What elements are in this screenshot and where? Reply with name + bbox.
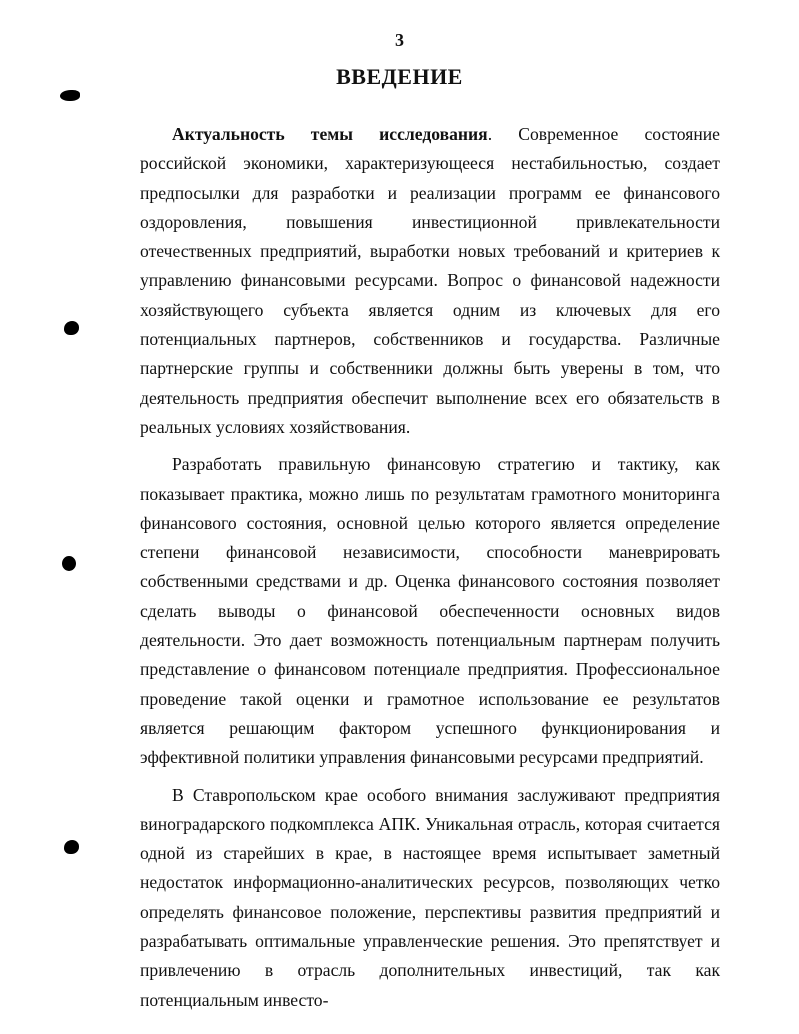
binder-hole-mark (64, 321, 79, 335)
binder-hole-mark (64, 840, 79, 854)
body-text (140, 120, 720, 1023)
paragraph-strategy: Разработать правильную финансовую стратегию и тактику, как показывает практика, можно лишь по результатам грамотного мониторинга финансового состояния, основной целью которого является определение степени финансовой независимости, способности маневрировать собственными средствами и др. Оценка финансового состояния позволяет сделать выводы о финансовой обеспеченности основных видов деятельности. Это дает возможность потенциальным партнерам получить представление о финансовом потенциале предприятия. Профессиональное проведение такой оценки и грамотное использование ее результатов является решающим фактором успешного функционирования и эффективной политики управления финансовыми ресурсами предприятий. (140, 454, 720, 768)
paragraph-stavropol: В Ставропольском крае особого внимания заслуживают предприятия виноградарского подкомплекса АПК. Уникальная отрасль, которая считается одной из старейших в крае, в настоящее время испытывает заметный недостаток информационно-аналитических ресурсов, позволяющих четко определять финансовое положение, перспективы развития предприятий и разрабатывать оптимальные управленческие решения. Это препятствует и привлечению в отрасль дополнительных инвестиций, так как потенциальным инвесто- (140, 784, 720, 1010)
page-title: ВВЕДЕНИЕ (336, 64, 463, 89)
paragraph-relevance (140, 120, 720, 442)
relevance-text: . Современное состояние российской экономики, характеризующееся нестабильностью, создает предпосылки для разработки и реализации программ ее финансового оздоровления, повышения инвестиционной привлекательности отечественных предприятий, выработки новых требований и критериев к управлению финансовыми ресурсами. Вопрос о финансовой надежности хозяйствующего субъекта является одним из ключевых для его потенциальных партнеров, собственников и государства. Различные партнерские группы и собственники должны быть уверены в том, что деятельность предприятия обеспечит выполнение всех его обязательств в реальных условиях хозяйствования. (140, 124, 720, 437)
binder-hole-mark (62, 556, 76, 571)
binder-hole-mark (60, 90, 80, 101)
relevance-lead: Актуальность темы исследования (172, 124, 488, 144)
page-number: 3 (395, 30, 404, 50)
